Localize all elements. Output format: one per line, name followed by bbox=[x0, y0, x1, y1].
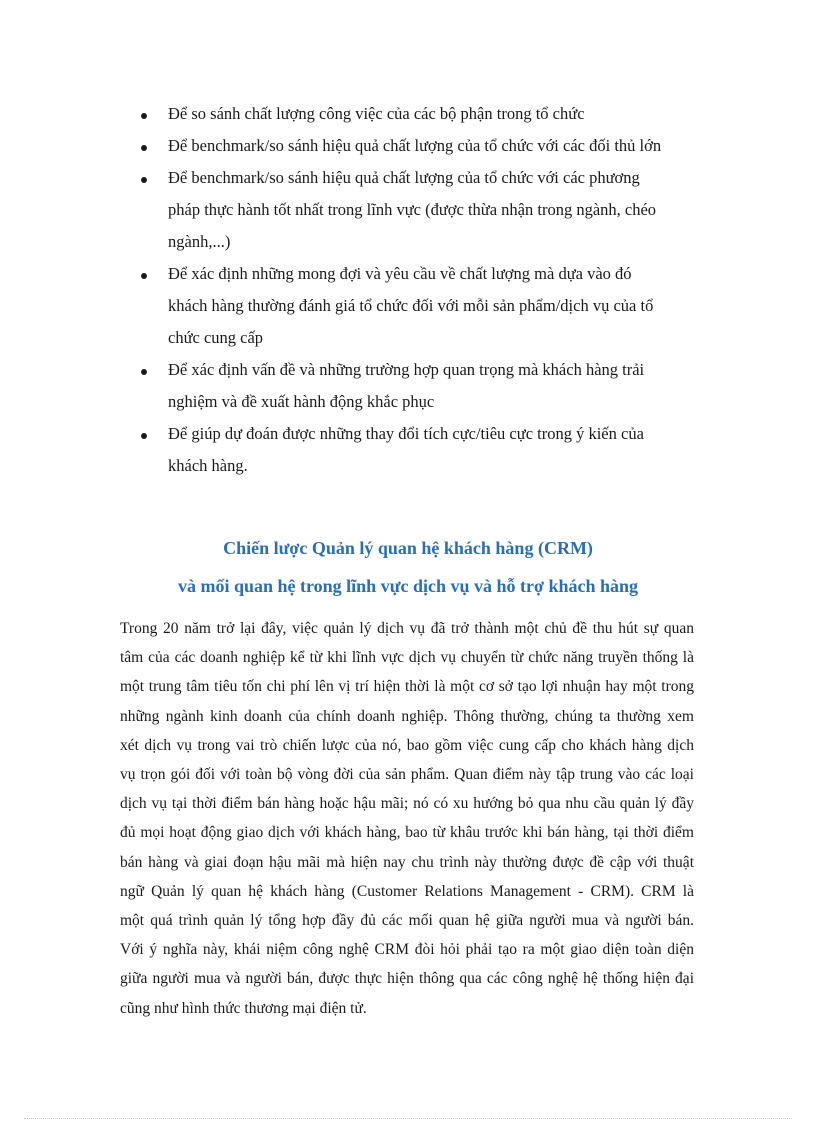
bullet-list bbox=[0, 98, 816, 482]
bullet-text: chức cung cấp bbox=[168, 328, 264, 347]
paragraph-line: giữa người mua và người bán, được thực hiện thông qua các công nghệ hệ thống hiện đại bbox=[120, 970, 694, 988]
bullet-item bbox=[0, 354, 708, 418]
heading-line-1: Chiến lược Quản lý quan hệ khách hàng (CRM) bbox=[223, 537, 593, 558]
bullet-text: Để benchmark/so sánh hiệu quả chất lượng của tổ chức với các phương bbox=[168, 168, 640, 187]
paragraph-line: bán hàng và giai đoạn hậu mãi mà hiện nay chu trình này thường được đề cập với thuật bbox=[120, 853, 694, 871]
bullet-text: ngành,...) bbox=[168, 232, 231, 251]
bullet-item bbox=[0, 98, 708, 130]
bullet-text: pháp thực hành tốt nhất trong lĩnh vực (được thừa nhận trong ngành, chéo bbox=[168, 200, 657, 219]
bullet-item bbox=[0, 162, 708, 258]
paragraph-line: một trung tâm tiêu tốn chi phí lên vị trí hiện thời là một cơ sở tạo lợi nhuận hay một trong bbox=[120, 678, 694, 696]
bullet-text: khách hàng. bbox=[168, 456, 248, 475]
bullet-item bbox=[0, 418, 708, 482]
paragraph-line: đủ mọi hoạt động giao dịch với khách hàng, bao từ khâu trước khi bán hàng, tại thời điểm bbox=[120, 824, 694, 842]
bullet-text: Để xác định vấn đề và những trường hợp quan trọng mà khách hàng trải bbox=[168, 360, 645, 379]
paragraph-line: tâm của các doanh nghiệp kể từ khi lĩnh vực dịch vụ chuyển từ chức năng truyền thống là bbox=[120, 649, 694, 667]
paragraph-line: Trong 20 năm trở lại đây, việc quản lý dịch vụ đã trở thành một chủ đề thu hút sự quan bbox=[120, 620, 694, 637]
paragraph-line: cũng như hình thức thương mại điện tử. bbox=[120, 999, 367, 1017]
bullet-text: Để xác định những mong đợi và yêu cầu về chất lượng mà dựa vào đó bbox=[168, 264, 632, 283]
paragraph-line: những ngành kinh doanh của chính doanh nghiệp. Thông thường, chúng ta thường xem bbox=[120, 707, 694, 725]
page-divider bbox=[24, 1118, 792, 1119]
bullet-text: Để giúp dự đoán được những thay đổi tích cực/tiêu cực trong ý kiến của bbox=[168, 424, 644, 443]
bullet-icon bbox=[141, 145, 147, 151]
bullet-text: Để so sánh chất lượng công việc của các bộ phận trong tổ chức bbox=[168, 104, 585, 123]
section-heading bbox=[0, 529, 816, 605]
paragraph-line: vụ trọn gói đối với toàn bộ vòng đời của sản phẩm. Quan điểm này tập trung vào các loại bbox=[120, 766, 694, 784]
bullet-icon bbox=[141, 369, 147, 375]
paragraph-line: Với ý nghĩa này, khái niệm công nghệ CRM đòi hỏi phải tạo ra một giao diện toàn diện bbox=[120, 941, 694, 959]
paragraph-line: dịch vụ tại thời điểm bán hàng hoặc hậu mãi; nó có xu hướng bỏ qua nhu cầu quản lý đầy bbox=[120, 795, 694, 813]
paragraph-line: một quá trình quản lý tổng hợp đầy đủ các mối quan hệ giữa người mua và người bán. bbox=[120, 912, 694, 930]
bullet-text: nghiệm và đề xuất hành động khắc phục bbox=[168, 392, 435, 411]
bullet-icon bbox=[141, 433, 147, 439]
bullet-item bbox=[0, 130, 708, 162]
bullet-text: khách hàng thường đánh giá tổ chức đối với mỗi sản phẩm/dịch vụ của tổ bbox=[168, 296, 654, 315]
bullet-text: Để benchmark/so sánh hiệu quả chất lượng của tổ chức với các đối thủ lớn bbox=[168, 136, 662, 155]
bullet-icon bbox=[141, 177, 147, 183]
heading-line-2: và mối quan hệ trong lĩnh vực dịch vụ và hỗ trợ khách hàng bbox=[177, 575, 639, 596]
bullet-icon bbox=[141, 273, 147, 279]
bullet-icon bbox=[141, 113, 147, 119]
paragraph-line: xét dịch vụ trong vai trò chiến lược của nó, bao gồm việc cung cấp cho khách hàng dịch bbox=[120, 736, 694, 754]
body-paragraph bbox=[120, 614, 694, 1023]
bullet-item bbox=[0, 258, 708, 354]
paragraph-line: ngữ Quản lý quan hệ khách hàng (Customer Relations Management - CRM). CRM là bbox=[120, 882, 694, 900]
